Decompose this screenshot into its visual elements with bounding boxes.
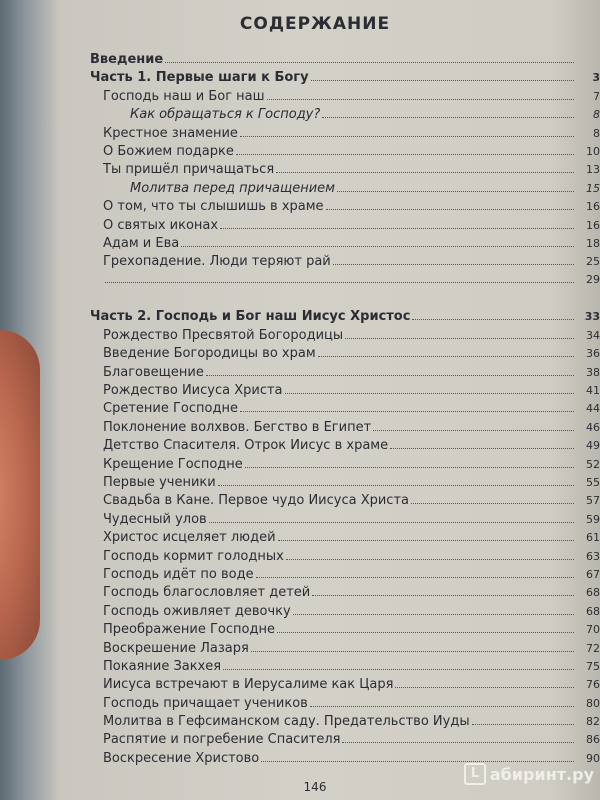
toc-leader-dots: [333, 264, 574, 265]
toc-entry-page: 8: [593, 126, 600, 140]
toc-entry: [90, 126, 600, 144]
toc-leader-dots: [412, 319, 574, 320]
toc-leader-dots: [267, 99, 574, 100]
toc-entry: [90, 659, 600, 677]
toc-entry-page: 46: [586, 420, 600, 434]
toc-entry: [90, 89, 600, 107]
toc-entry: [90, 181, 600, 199]
toc-leader-dots: [411, 503, 574, 504]
toc-leader-dots: [256, 577, 574, 578]
toc-entry-title: Грехопадение. Люди теряют рай: [103, 254, 331, 270]
toc-entry-title: Господь наш и Бог наш: [103, 88, 265, 104]
toc-leader-dots: [261, 761, 574, 762]
toc-entry-page: 82: [586, 715, 600, 729]
page-title: СОДЕРЖАНИЕ: [239, 14, 391, 34]
toc-entry-page: 38: [586, 365, 600, 379]
toc-entry-title: О святых иконах: [103, 217, 219, 233]
toc-entry-page: 59: [586, 512, 600, 526]
toc-entry-title: Крестное знамение: [103, 125, 238, 141]
toc-entry-page: 75: [586, 659, 600, 673]
toc-entry: [90, 70, 600, 88]
toc-entry: [90, 641, 600, 659]
toc-entry-page: 33: [584, 310, 600, 324]
toc-leader-dots: [285, 393, 574, 394]
toc-entry: [90, 475, 600, 493]
toc-leader-dots: [277, 632, 574, 633]
toc-entry-title: Как обращаться к Господу?: [130, 107, 321, 123]
toc-entry-title: Часть 1. Первые шаги к Богу: [90, 70, 309, 86]
toc-entry: [90, 696, 600, 714]
toc-entry-page: 15: [586, 181, 600, 195]
toc-entry: [90, 199, 600, 217]
toc-entry-page: 36: [586, 347, 600, 361]
toc-entry: [90, 218, 600, 236]
toc-leader-dots: [337, 191, 574, 192]
toc-entry: [90, 622, 600, 640]
toc-entry-title: Свадьба в Кане. Первое чудо Иисуса Христа: [103, 493, 409, 509]
toc-entry-page: 25: [586, 255, 600, 269]
toc-leader-dots: [165, 62, 574, 63]
toc-entry-title: Молитва в Гефсиманском саду. Предательство Иуды: [103, 714, 470, 730]
toc-leader-dots: [326, 209, 574, 210]
toc-entry-title: Введение: [90, 52, 164, 67]
toc-leader-dots: [312, 595, 574, 596]
toc-entry-title: Рождество Пресвятой Богородицы: [103, 327, 344, 343]
toc-entry: [90, 567, 600, 585]
toc-entry-page: 63: [586, 549, 600, 563]
toc-entry-title: Господь идёт по воде: [103, 566, 254, 582]
toc-leader-dots: [311, 80, 574, 81]
toc-entry: [90, 549, 600, 567]
toc-leader-dots: [395, 687, 574, 688]
toc-entry: [90, 401, 600, 419]
toc-entry: [90, 530, 600, 548]
toc-entry-title: Адам и Ева: [103, 235, 180, 251]
toc-entry-page: 67: [586, 567, 600, 581]
toc-entry-page: 55: [586, 475, 600, 489]
toc-entry-page: 34: [586, 328, 600, 342]
toc-entry: [90, 144, 600, 162]
toc-entry-page: 13: [586, 163, 600, 177]
toc-entry: [90, 162, 600, 180]
toc-entry-page: 29: [586, 272, 600, 286]
toc-entry-title: О Божием подарке: [103, 143, 234, 159]
toc-leader-dots: [310, 706, 574, 707]
toc-leader-dots: [209, 522, 574, 523]
toc-entry-title: Покаяние Закхея: [103, 658, 222, 674]
toc-entry-title: О том, что ты слышишь в храме: [103, 199, 324, 215]
toc-leader-dots: [240, 411, 574, 412]
toc-leader-dots: [278, 540, 574, 541]
toc-entry-page: 57: [586, 494, 600, 508]
toc-entry: [90, 346, 600, 364]
toc-entry: [90, 438, 600, 456]
toc-entry-title: Благовещение: [103, 364, 204, 380]
toc-leader-dots: [276, 172, 574, 173]
toc-entry: [90, 107, 600, 125]
toc-entry-page: 68: [586, 586, 600, 600]
toc-entry: [90, 512, 600, 530]
toc-entry-title: Детство Спасителя. Отрок Иисус в храме: [103, 438, 389, 454]
toc-entry-title: Первые ученики: [103, 474, 216, 490]
toc-entry-title: Воскрешение Лазаря: [103, 640, 249, 656]
toc-entry-title: Молитва перед причащением: [130, 180, 335, 196]
toc-entry: [90, 732, 600, 750]
toc-entry: [90, 383, 600, 401]
book-page: [30, 0, 600, 800]
toc-entry-page: 7: [593, 89, 600, 103]
toc-leader-dots: [206, 375, 574, 376]
toc-leader-dots: [373, 430, 574, 431]
watermark-mark: L: [464, 763, 486, 785]
toc-entry-page: 3: [592, 71, 600, 85]
table-of-contents: [90, 52, 600, 769]
toc-entry: [90, 52, 600, 70]
section-gap: [90, 291, 600, 309]
toc-entry-title: Поклонение волхвов. Бегство в Египет: [103, 419, 372, 435]
toc-entry-page: 52: [586, 457, 600, 471]
toc-entry: [90, 457, 600, 475]
page-number: 146: [303, 780, 327, 794]
watermark-logo: [464, 763, 594, 785]
toc-entry-page: 86: [586, 733, 600, 747]
toc-entry: [90, 236, 600, 254]
toc-entry-page: 49: [586, 439, 600, 453]
toc-leader-dots: [220, 228, 574, 229]
toc-entry: [90, 714, 600, 732]
toc-leader-dots: [390, 448, 574, 449]
toc-entry: [90, 328, 600, 346]
toc-entry-title: Христос исцеляет людей: [103, 530, 276, 546]
toc-entry-page: 10: [586, 144, 600, 158]
toc-entry-page: 61: [586, 531, 600, 545]
toc-entry-page: 16: [586, 218, 600, 232]
toc-entry: [90, 585, 600, 603]
toc-entry-title: Иисуса встречают в Иерусалиме как Царя: [103, 677, 394, 693]
toc-leader-dots: [181, 246, 574, 247]
toc-entry: [90, 273, 600, 291]
toc-leader-dots: [318, 356, 574, 357]
toc-entry-title: Господь причащает учеников: [103, 695, 308, 711]
toc-entry-page: 44: [586, 402, 600, 416]
toc-leader-dots: [342, 742, 574, 743]
toc-entry-title: Крещение Господне: [103, 456, 243, 472]
toc-entry-title: Введение Богородицы во храм: [103, 346, 316, 362]
toc-entry-title: Господь кормит голодных: [103, 548, 284, 564]
toc-entry-page: 70: [586, 623, 600, 637]
toc-leader-dots: [240, 136, 574, 137]
watermark-text: абиринт.ру: [489, 764, 594, 784]
toc-leader-dots: [345, 338, 574, 339]
toc-entry-title: Господь оживляет девочку: [103, 603, 291, 619]
toc-leader-dots: [293, 614, 574, 615]
toc-leader-dots: [218, 485, 574, 486]
toc-entry-page: 80: [586, 696, 600, 710]
toc-leader-dots: [472, 724, 574, 725]
toc-entry: [90, 309, 600, 327]
toc-entry-page: 16: [586, 200, 600, 214]
toc-entry: [90, 677, 600, 695]
toc-entry-title: Часть 2. Господь и Бог наш Иисус Христос: [90, 309, 411, 325]
toc-entry-title: Распятие и погребение Спасителя: [103, 732, 341, 748]
toc-entry-title: Воскресение Христово: [103, 750, 260, 766]
toc-entry-title: Ты пришёл причащаться: [103, 162, 275, 178]
toc-leader-dots: [322, 117, 574, 118]
toc-entry-title: Господь благословляет детей: [103, 585, 311, 601]
toc-entry: [90, 365, 600, 383]
toc-entry-page: 68: [586, 604, 600, 618]
toc-entry-page: 76: [586, 678, 600, 692]
toc-entry-title: Сретение Господне: [103, 401, 238, 417]
toc-leader-dots: [286, 559, 574, 560]
toc-entry-page: 41: [586, 384, 600, 398]
toc-entry-page: 90: [586, 751, 600, 765]
toc-entry-page: 18: [586, 236, 600, 250]
toc-entry-page: 72: [586, 641, 600, 655]
toc-entry: [90, 254, 600, 272]
toc-leader-dots: [251, 651, 574, 652]
toc-entry: [90, 604, 600, 622]
toc-entry-title: Рождество Иисуса Христа: [103, 383, 283, 399]
toc-leader-dots: [105, 282, 574, 283]
toc-entry-title: Преображение Господне: [103, 622, 275, 638]
toc-entry: [90, 493, 600, 511]
toc-leader-dots: [223, 669, 574, 670]
toc-entry-title: Чудесный улов: [103, 511, 207, 527]
toc-leader-dots: [236, 154, 574, 155]
toc-entry-page: 8: [593, 108, 600, 122]
toc-entry: [90, 420, 600, 438]
toc-leader-dots: [245, 467, 574, 468]
